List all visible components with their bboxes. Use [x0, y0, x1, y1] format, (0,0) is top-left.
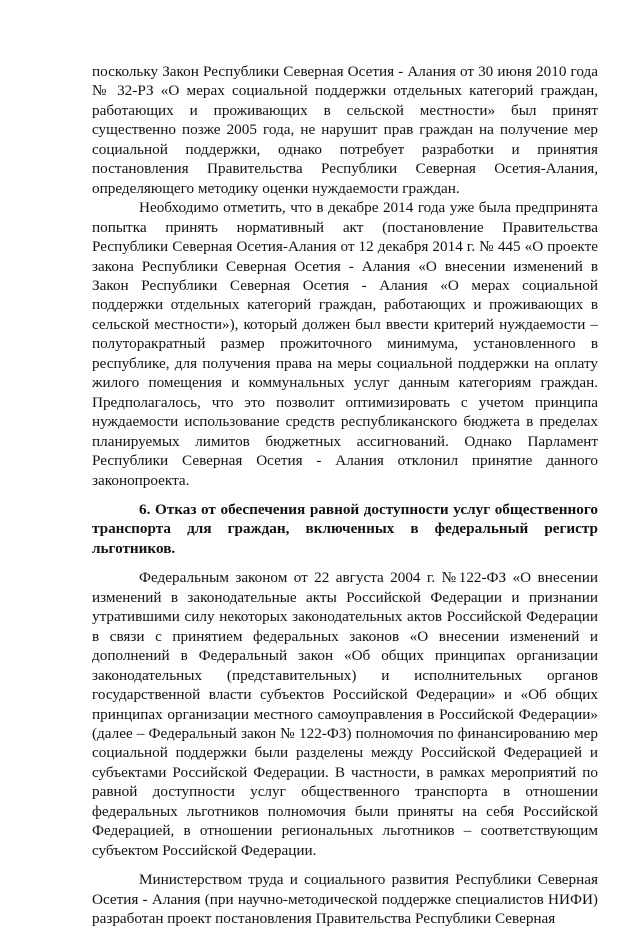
- document-page: [92, 62, 598, 928]
- paragraph-ministry-draft: Министерством труда и социального развития Республики Северная Осетия - Алания (при научно-методической поддержке специалистов НИФИ) разработан проект постановления Правительства Республики Северная: [92, 871, 598, 928]
- section-heading-6: 6. Отказ от обеспечения равной доступности услуг общественного транспорта для граждан, включенных в федеральный регистр льготников.: [92, 500, 598, 557]
- paragraph-federal-law-122: Федеральным законом от 22 августа 2004 г. №122-ФЗ «О внесении изменений в законодательные акты Российской Федерации и признании утратившими силу некоторых законодательных актов Российской Федерации в связи с принятием федеральных законов «О внесении изменений и дополнений в Федеральный закон «Об общих принципах организации законодательных (представительных) и исполнительных органов государственной власти субъектов Российской Федерации» и «Об общих принципах организации местного самоуправления в Российской Федерации» (далее – Федеральный закон № 122-ФЗ) полномочия по финансированию мер социальной поддержки были разделены между Российской Федерацией и субъектами Российской Федерации. В частности, в рамках мероприятий по равной доступности услуг общественного транспорта в отношении федеральных льготников полномочия были приняты на себя Российской Федерацией, в отношении региональных льготников – соответствующим субъектом Российской Федерации.: [92, 569, 598, 859]
- paragraph-continuation: поскольку Закон Республики Северная Осетия - Алания от 30 июня 2010 года № 32-РЗ «О мерах социальной поддержки отдельных категорий граждан, работающих и проживающих в сельской местности» был принят существенно позже 2005 года, не нарушит прав граждан на получение мер социальной поддержки, однако потребует разработки и принятия постановления Правительства Республики Северная Осетия-Алания, определяющего методику оценки нуждаемости граждан.: [92, 63, 598, 197]
- paragraph-december-2014-attempt: Необходимо отметить, что в декабре 2014 года уже была предпринята попытка принять нормативный акт (постановление Правительства Республики Северная Осетия-Алания от 12 декабря 2014 г. № 445 «О проекте закона Республики Северная Осетия - Алания «О внесении изменений в Закон Республики Северная Осетия - Алания «О мерах социальной поддержки отдельных категорий граждан, работающих и проживающих в сельской местности»), который должен был ввести критерий нуждаемости – полуторакратный размер прожиточного минимума, установленного в республике, для получения права на меры социальной поддержки на оплату жилого помещения и коммунальных услуг данным категориям граждан. Предполагалось, что это позволит оптимизировать с учетом принципа нуждаемости использование средств республиканского бюджета в пределах планируемых лимитов бюджетных ассигнований. Однако Парламент Республики Северная Осетия - Алания отклонил принятие данного законопроекта.: [92, 199, 598, 489]
